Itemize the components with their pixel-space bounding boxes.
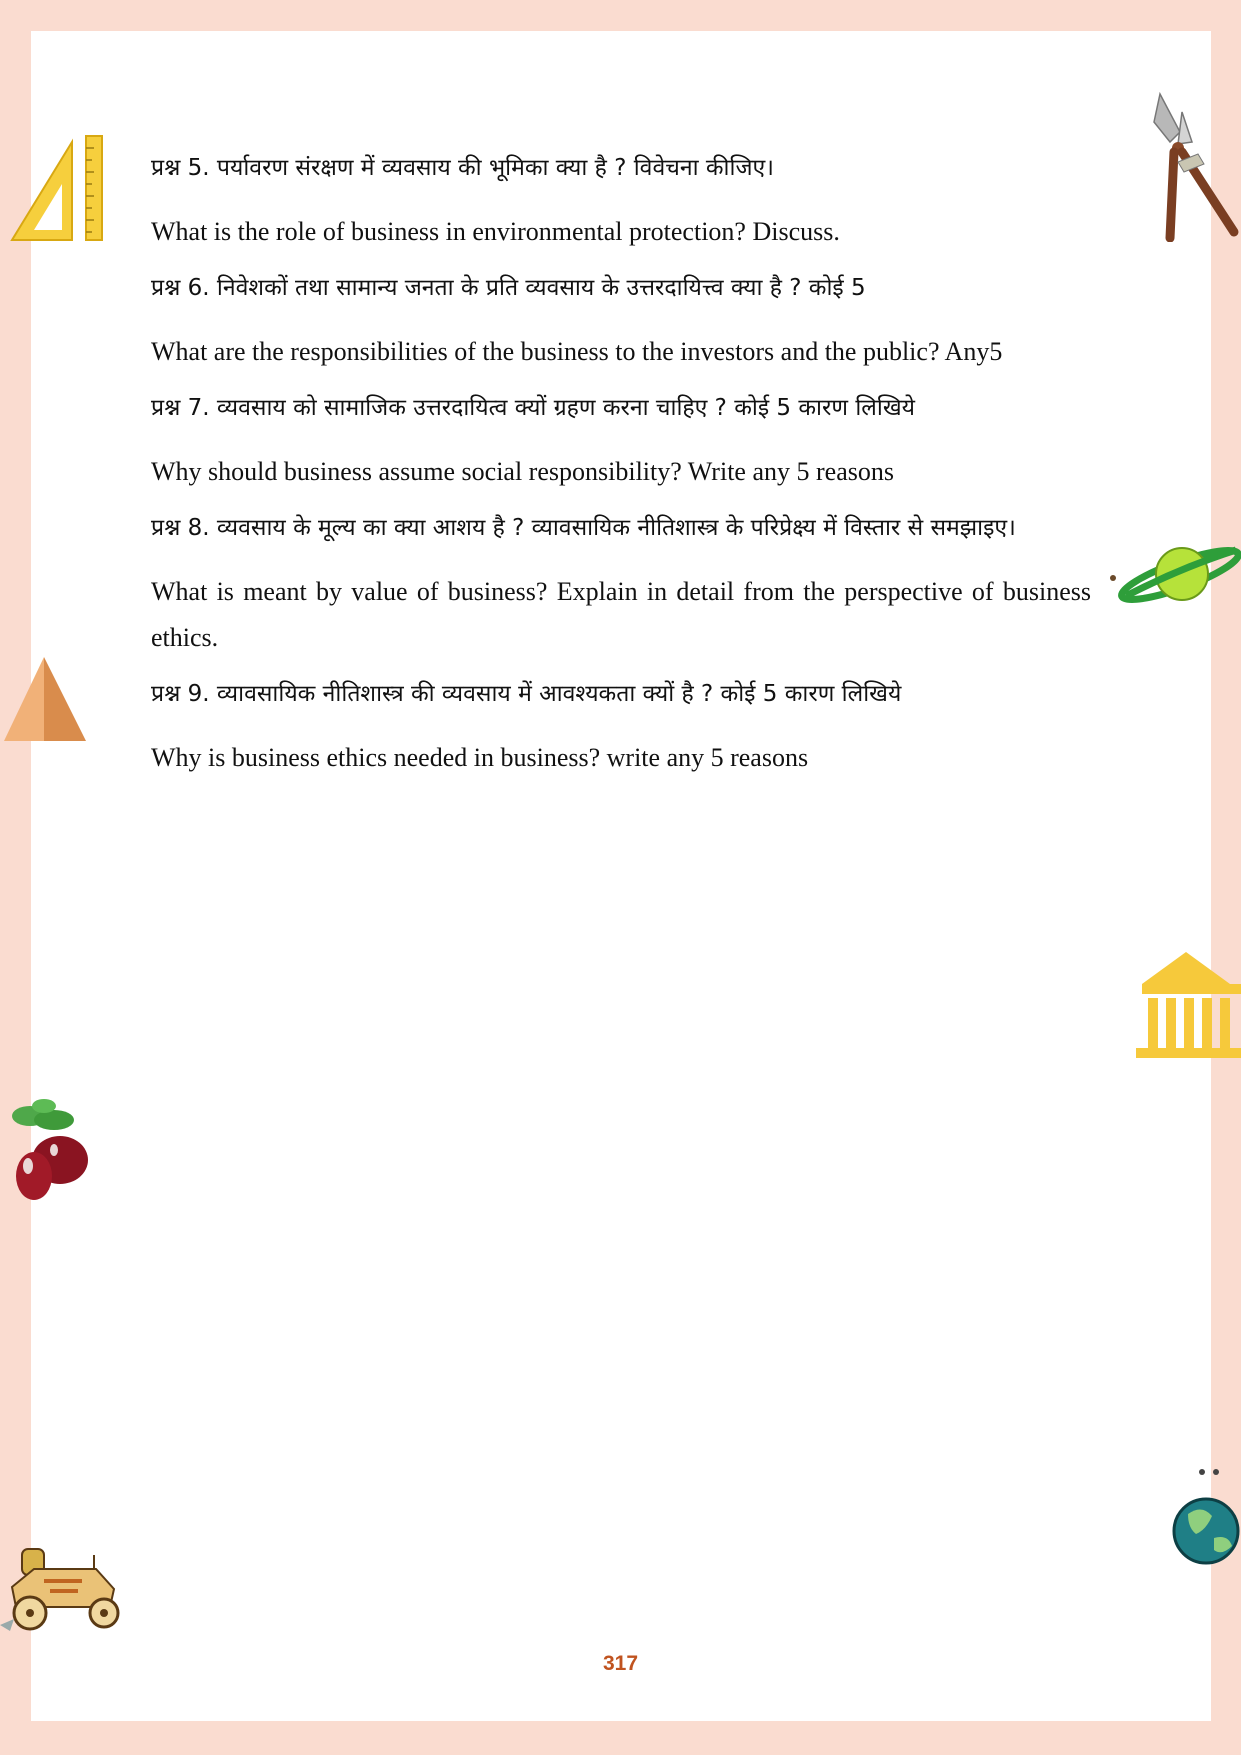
vintage-car-icon: [0, 1535, 130, 1635]
question-9-hindi: प्रश्न 9. व्यावसायिक नीतिशास्त्र की व्यवसाय में आवश्यकता क्यों है ? कोई 5 कारण लिखिये: [151, 681, 902, 707]
globe-icon: [1166, 1464, 1241, 1572]
page-number: 317: [602, 1652, 639, 1675]
question-8-hindi: प्रश्न 8. व्यवसाय के मूल्य का क्या आशय है ? व्यावसायिक नीतिशास्त्र के परिप्रेक्ष्य में विस्तार से समझाइए।: [151, 515, 1016, 541]
question-9-english: Why is business ethics needed in business? write any 5 reasons: [151, 743, 809, 772]
question-6-english: What are the responsibilities of the business to the investors and the public? Any5: [151, 337, 1003, 366]
question-list: [151, 145, 1091, 781]
question-6-hindi: प्रश्न 6. निवेशकों तथा सामान्य जनता के प्रति व्यवसाय के उत्तरदायित्त्व क्या है ? कोई 5: [151, 275, 866, 301]
question-7-hindi: प्रश्न 7. व्यवसाय को सामाजिक उत्तरदायित्व क्यों ग्रहण करना चाहिए ? कोई 5 कारण लिखिये: [151, 395, 915, 421]
planet-icon: [1110, 538, 1241, 613]
question-7-english: Why should business assume social responsibility? Write any 5 reasons: [151, 457, 894, 486]
question-5-english: What is the role of business in environmental protection? Discuss.: [151, 217, 840, 246]
question-8-english: What is meant by value of business? Explain in detail from the perspective of business ethics.: [151, 577, 1091, 652]
fruit-icon: [4, 1098, 90, 1208]
ruler-triangle-icon: [6, 130, 106, 245]
temple-icon: [1132, 948, 1241, 1063]
question-5-hindi: प्रश्न 5. पर्यावरण संरक्षण में व्यवसाय की भूमिका क्या है ? विवेचना कीजिए।: [151, 155, 774, 181]
garden-shears-icon: [1148, 92, 1241, 242]
pyramid-icon: [0, 655, 90, 745]
